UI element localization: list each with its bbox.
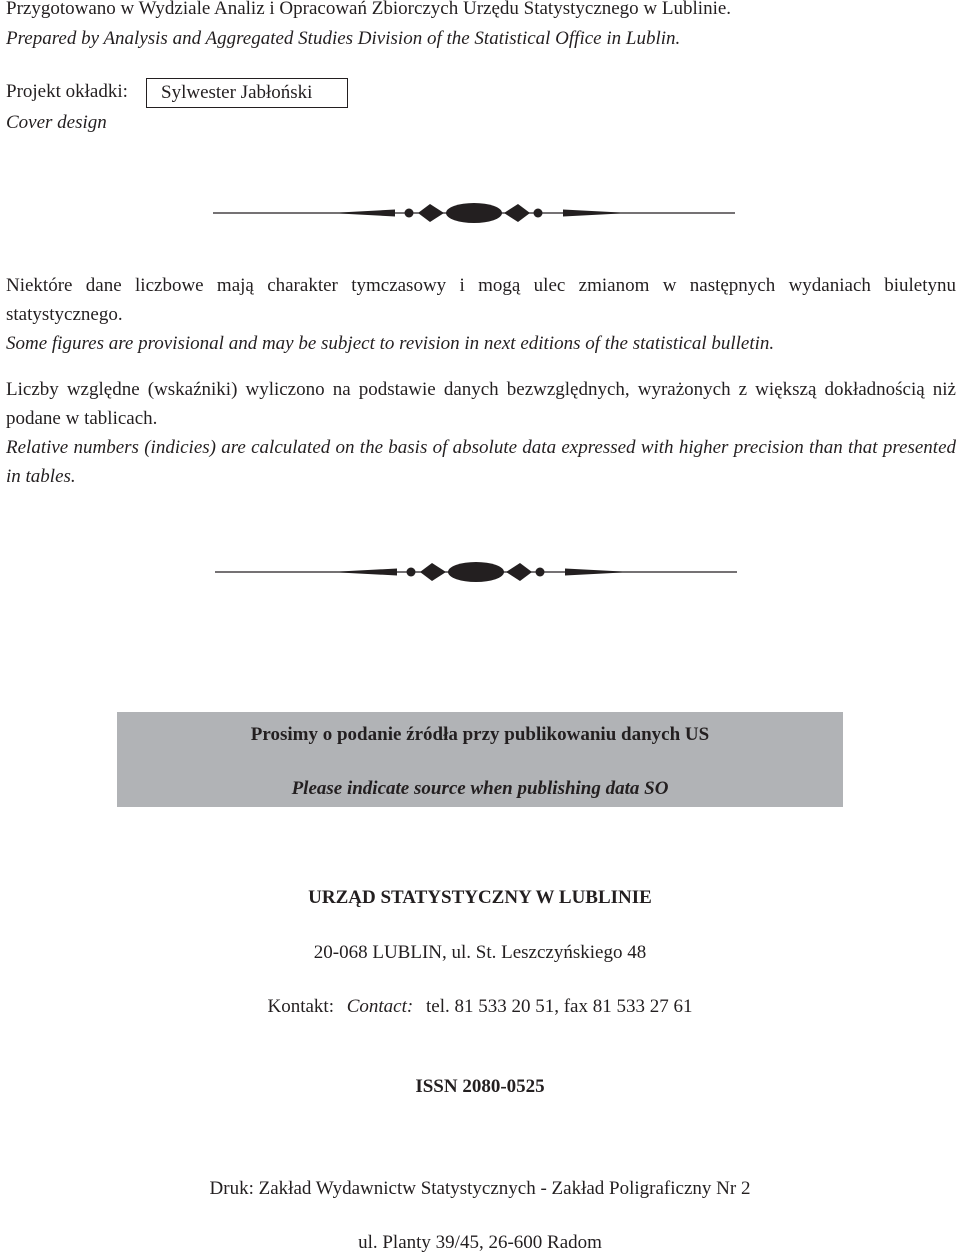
notes-section	[6, 271, 956, 491]
cover-designer: Sylwester Jabłoński	[161, 82, 313, 103]
cover-label-en: Cover design	[6, 112, 107, 133]
contact-label-en: Contact:	[346, 996, 414, 1017]
printer-name: Druk: Zakład Wydawnictw Statystycznych - Zakład Poligraficzny Nr 2	[209, 1178, 751, 1199]
source-banner	[117, 712, 843, 807]
provisional-note-pl: Niektóre dane liczbowe mają charakter tymczasowy i mogą ulec zmianom w następnych wydaniach biuletynu statystycznego.	[6, 275, 956, 325]
source-banner-pl: Prosimy o podanie źródła przy publikowaniu danych US	[250, 724, 710, 745]
source-banner-en: Please indicate source when publishing data SO	[291, 778, 669, 799]
printer-address: ul. Planty 39/45, 26-600 Radom	[358, 1232, 602, 1253]
issn: ISSN 2080-0525	[415, 1076, 545, 1097]
office-address: 20-068 LUBLIN, ul. St. Leszczyńskiego 48	[313, 942, 647, 963]
cover-label-pl: Projekt okładki:	[6, 81, 128, 102]
contact-phone-fax: tel. 81 533 20 51, fax 81 533 27 61	[425, 996, 693, 1017]
relative-note-pl: Liczby względne (wskaźniki) wyliczono na podstawie danych bezwzględnych, wyrażonych z większą dokładnością niż podane w tablicach.	[6, 379, 956, 429]
provisional-note-en: Some figures are provisional and may be subject to revision in next editions of the statistical bulletin.	[6, 333, 775, 354]
office-name: URZĄD STATYSTYCZNY W LUBLINIE	[308, 887, 652, 908]
relative-note-en: Relative numbers (indicies) are calculated on the basis of absolute data expressed with higher precision than that presented in tables.	[6, 437, 956, 487]
cover-designer-box	[146, 78, 348, 108]
office-contact	[0, 995, 960, 1019]
prepared-by-en: Prepared by Analysis and Aggregated Studies Division of the Statistical Office in Lublin.	[6, 28, 681, 49]
ornament-divider-bottom	[0, 557, 960, 587]
prepared-by-pl: Przygotowano w Wydziale Analiz i Opracowań Zbiorczych Urzędu Statystycznego w Lublinie.	[6, 0, 732, 19]
ornament-divider-top	[0, 198, 960, 228]
contact-label-pl: Kontakt:	[267, 996, 334, 1017]
